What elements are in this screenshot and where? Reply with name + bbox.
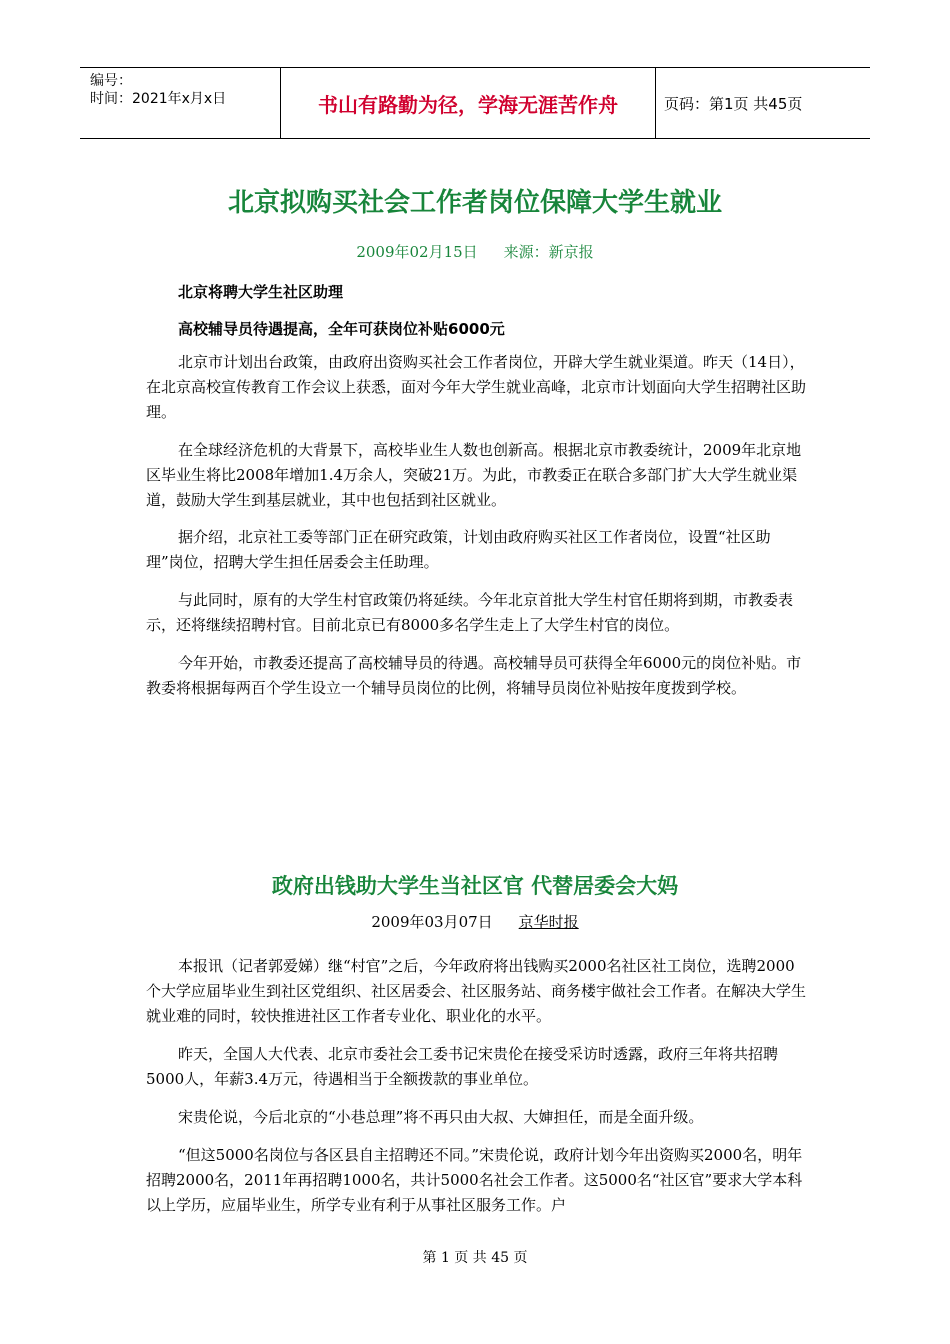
page-footer: 第 1 页 共 45 页 — [422, 1250, 528, 1266]
article1-source: 来源：新京报 — [503, 243, 594, 261]
article2-date: 2009年03月07日 — [371, 913, 493, 931]
article1-date: 2009年02月15日 — [356, 243, 478, 261]
article1-paragraph-2: 在全球经济危机的大背景下，高校毕业生人数也创新高。根据北京市教委统计，2009年北京地区毕业生将比2008年增加1.4万余人，突破21万。为此，市教委正在联合多部门扩大大学生就业渠道，鼓励大学生到基层就业，其中也包括到社区就业。 — [146, 441, 802, 509]
article2-source-link[interactable]: 京华时报 — [518, 913, 579, 931]
article2-title: 政府出钱助大学生当社区官 代替居委会大妈 — [271, 874, 679, 898]
article2-paragraph-4: “但这5000名岗位与各区县自主招聘还不同。”宋贵伦说，政府计划今年出资购买2000名，明年招聘2000名，2011年再招聘1000名，共计5000名社会工作者。这5000名“社区官”要求大学本科以上学历，应届毕业生，所学专业有利于从事社区服务工作。户 — [146, 1146, 803, 1214]
header-page-info: 页码：第1页 共45页 — [664, 94, 803, 113]
article1-subtitle-2: 高校辅导员待遇提高，全年可获岗位补贴6000元 — [178, 320, 505, 338]
document-time: 时间：2021年x月x日 — [90, 91, 227, 107]
article1-paragraph-4: 与此同时，原有的大学生村官政策仍将延续。今年北京首批大学生村官任期将到期，市教委表示，还将继续招聘村官。目前北京已有8000多名学生走上了大学生村官的岗位。 — [146, 591, 794, 634]
header-motto: 书山有路勤为径，学海无涯苦作舟 — [280, 68, 656, 138]
article2-dateline — [0, 911, 950, 932]
header-meta — [80, 68, 280, 138]
article2-paragraph-2: 昨天，全国人大代表、北京市委社会工委书记宋贵伦在接受采访时透露，政府三年将共招聘5000人，年薪3.4万元，待遇相当于全额拨款的事业单位。 — [146, 1045, 779, 1088]
article1-paragraph-1: 北京市计划出台政策，由政府出资购买社会工作者岗位，开辟大学生就业渠道。昨天（14日），在北京高校宣传教育工作会议上获悉，面对今年大学生就业高峰，北京市计划面向大学生招聘社区助理。 — [146, 353, 807, 421]
article1-paragraph-3: 据介绍，北京社工委等部门正在研究政策，计划由政府购买社区工作者岗位，设置“社区助理”岗位，招聘大学生担任居委会主任助理。 — [146, 528, 771, 571]
article1-dateline — [0, 241, 950, 262]
header-table — [80, 67, 870, 139]
article2-paragraph-3: 宋贵伦说，今后北京的“小巷总理”将不再只由大叔、大婶担任，而是全面升级。 — [178, 1108, 704, 1126]
article1-title: 北京拟购买社会工作者岗位保障大学生就业 — [227, 188, 722, 218]
article2-paragraph-1: 本报讯（记者郭爱娣）继“村官”之后，今年政府将出钱购买2000名社区社工岗位，选聘2000个大学应届毕业生到社区党组织、社区居委会、社区服务站、商务楼宇做社会工作者。在解决大学生就业难的同时，较快推进社区工作者专业化、职业化的水平。 — [146, 957, 807, 1025]
article1-paragraph-5: 今年开始，市教委还提高了高校辅导员的待遇。高校辅导员可获得全年6000元的岗位补贴。市教委将根据每两百个学生设立一个辅导员岗位的比例，将辅导员岗位补贴按年度拨到学校。 — [146, 654, 802, 697]
article1-subtitle-1: 北京将聘大学生社区助理 — [178, 283, 344, 301]
document-number: 编号： — [90, 73, 132, 89]
